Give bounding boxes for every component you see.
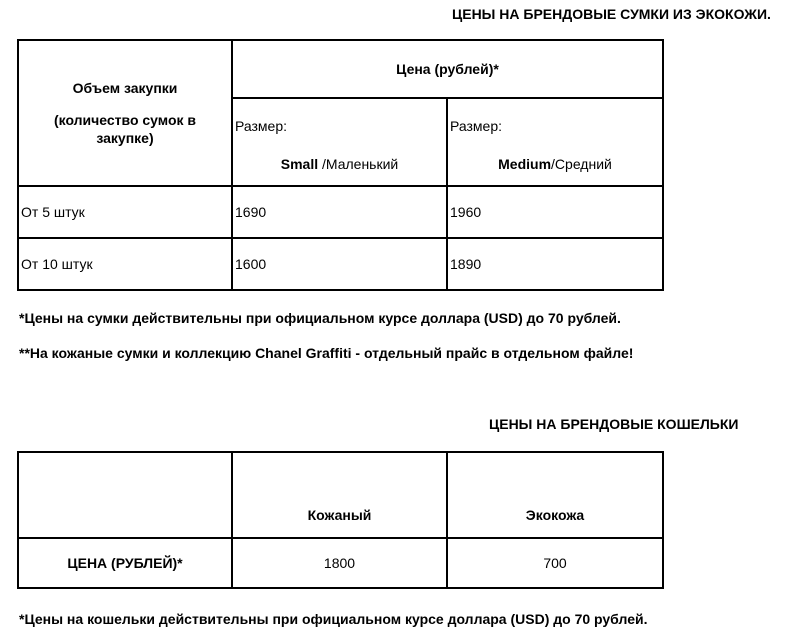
row-medium-price-cell: 1960 bbox=[447, 186, 663, 238]
size-medium-cell bbox=[447, 98, 663, 186]
row-volume-cell: От 10 штук bbox=[18, 238, 232, 290]
size-label: Размер: bbox=[450, 118, 503, 134]
wallets-eco-price: 700 bbox=[447, 538, 663, 588]
table-row bbox=[18, 238, 663, 290]
wallets-title: ЦЕНЫ НА БРЕНДОВЫЕ КОШЕЛЬКИ bbox=[489, 416, 739, 432]
size-small-cell bbox=[232, 98, 447, 186]
size-medium-rest: /Средний bbox=[551, 156, 612, 172]
wallets-eco-header: Экокожа bbox=[447, 452, 663, 538]
size-small-rest: /Маленький bbox=[318, 156, 399, 172]
wallets-leather-price: 1800 bbox=[232, 538, 447, 588]
wallets-leather-header: Кожаный bbox=[232, 452, 447, 538]
size-medium-bold: Medium bbox=[498, 156, 552, 172]
wallets-price-table bbox=[17, 451, 664, 589]
price-header: Цена (рублей)* bbox=[396, 61, 499, 77]
wallets-usd-note: *Цены на кошельки действительны при официальном курсе доллара (USD) до 70 рублей. bbox=[19, 611, 648, 627]
volume-header-line1: Объем закупки bbox=[72, 80, 178, 96]
price-header-cell bbox=[232, 40, 663, 98]
wallets-empty-header-cell bbox=[18, 452, 232, 538]
size-small-bold: Small bbox=[280, 156, 319, 172]
leather-bags-note: **На кожаные сумки и коллекцию Chanel Graffiti - отдельный прайс в отдельном файле! bbox=[19, 345, 634, 361]
row-small-price-cell: 1690 bbox=[232, 186, 447, 238]
volume-header-line2: (количество сумок в закупке) bbox=[53, 112, 197, 146]
row-medium-price-cell: 1890 bbox=[447, 238, 663, 290]
bags-price-table bbox=[17, 39, 664, 291]
bags-title: ЦЕНЫ НА БРЕНДОВЫЕ СУМКИ ИЗ ЭКОКОЖИ. bbox=[452, 6, 771, 22]
row-volume-cell: От 5 штук bbox=[18, 186, 232, 238]
volume-header-cell bbox=[18, 40, 232, 186]
bags-usd-note: *Цены на сумки действительны при официальном курсе доллара (USD) до 70 рублей. bbox=[19, 310, 621, 326]
wallets-price-label: ЦЕНА (РУБЛЕЙ)* bbox=[18, 538, 232, 588]
size-label: Размер: bbox=[235, 118, 288, 134]
size-small-name bbox=[233, 155, 446, 173]
size-medium-name bbox=[448, 155, 662, 173]
table-row bbox=[18, 186, 663, 238]
table-row bbox=[18, 538, 663, 588]
row-small-price-cell: 1600 bbox=[232, 238, 447, 290]
